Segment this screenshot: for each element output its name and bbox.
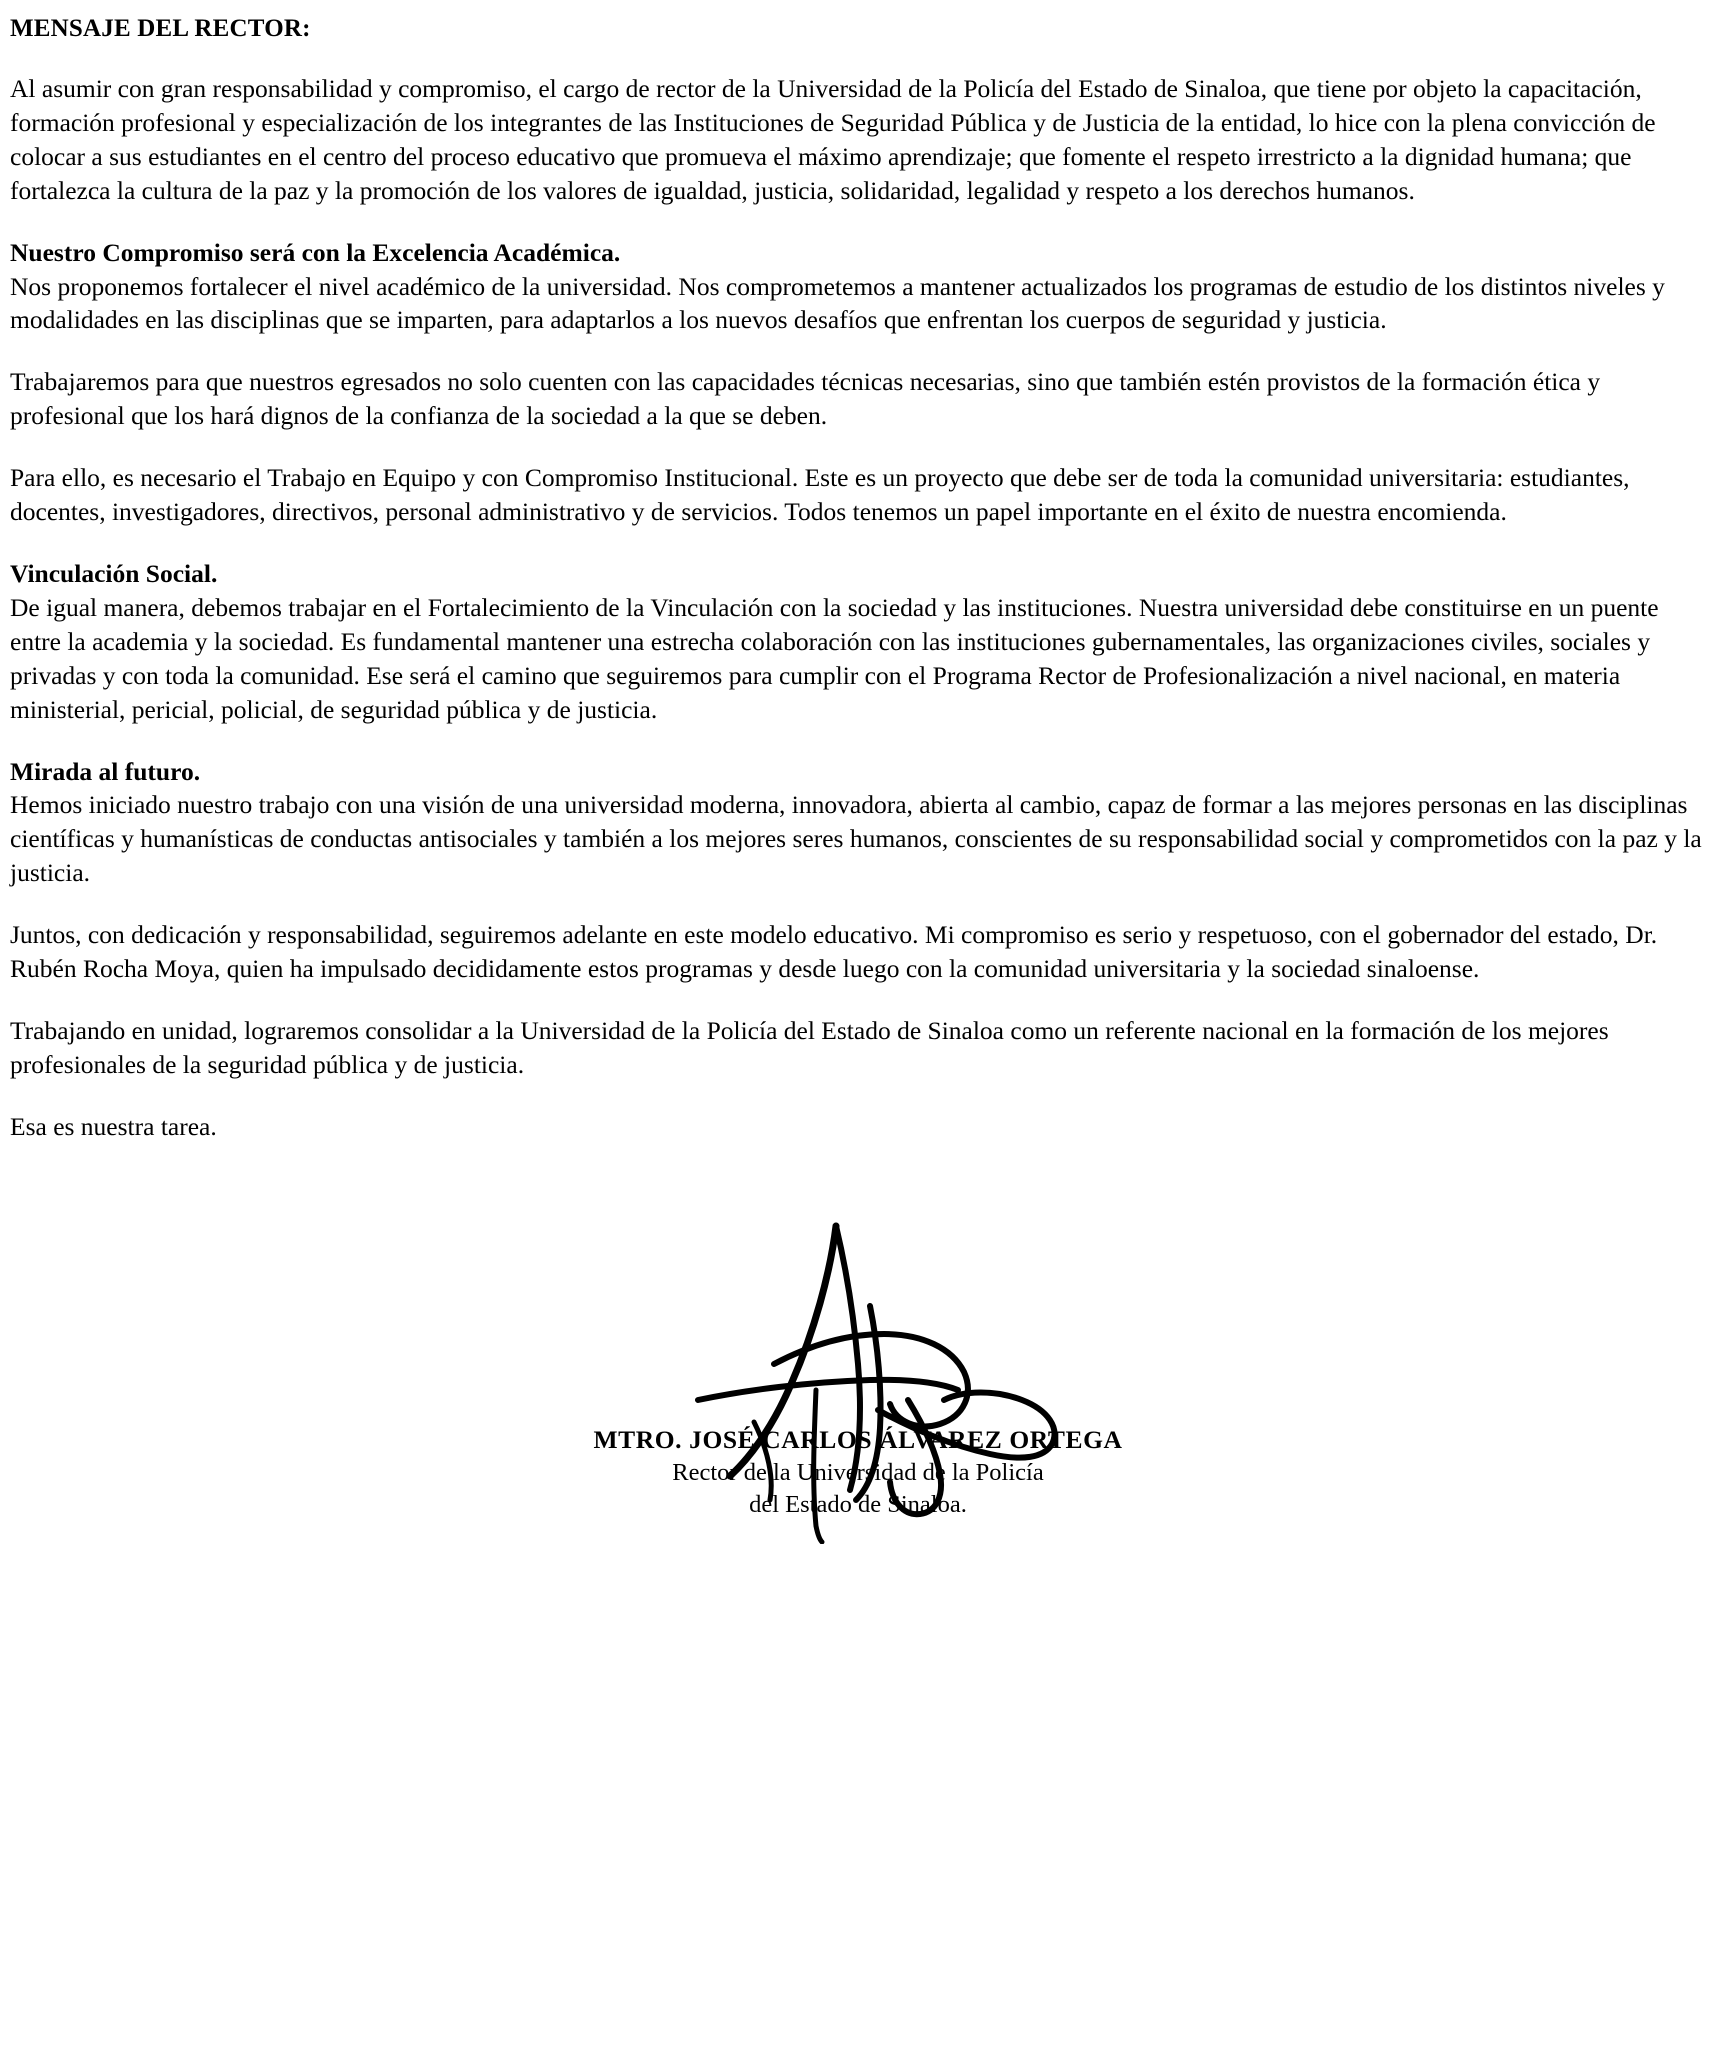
signature-mark bbox=[10, 1214, 1706, 1424]
section-paragraph: Trabajando en unidad, lograremos consolidar a la Universidad de la Policía del Estado de Sinaloa como un referente nacional en la formación de los mejores profesionales de la seguridad pública y de justicia. bbox=[10, 1015, 1609, 1079]
section-paragraph: De igual manera, debemos trabajar en el Fortalecimiento de la Vinculación con la sociedad y las instituciones. Nuestra universidad debe constituirse en un puente entre la academia y la sociedad. Es fundamental mantener una estrecha colaboración con las instituciones gubernamentales, las organizaciones civiles, sociales y privadas y con toda la comunidad. Ese será el camino que seguiremos para cumplir con el Programa Rector de Profesionalización a nivel nacional, en materia ministerial, pericial, policial, de seguridad pública y de justicia. bbox=[10, 592, 1659, 724]
section-vinculacion-social bbox=[10, 557, 1706, 727]
section-paragraph: Para ello, es necesario el Trabajo en Equipo y con Compromiso Institucional. Este es un proyecto que debe ser de toda la comunidad universitaria: estudiantes, docentes, investigadores, directivos, personal administrativo y de servicios. Todos tenemos un papel importante en el éxito de nuestra encomienda. bbox=[10, 463, 1630, 527]
signer-role-line-2: del Estado de Sinaloa. bbox=[749, 1491, 967, 1519]
page-title: MENSAJE DEL RECTOR: bbox=[10, 15, 311, 42]
section-heading: Mirada al futuro. bbox=[10, 756, 201, 786]
section-paragraph: Nos proponemos fortalecer el nivel académico de la universidad. Nos comprometemos a mantener actualizados los programas de estudio de los distintos niveles y modalidades en las disciplinas que se imparten, para adaptarlos a los nuevos desafíos que enfrentan los cuerpos de seguridad y justicia. bbox=[10, 271, 1665, 335]
closing-paragraph: Esa es nuestra tarea. bbox=[10, 1111, 217, 1141]
section-heading: Vinculación Social. bbox=[10, 558, 218, 588]
section-paragraph: Trabajaremos para que nuestros egresados no solo cuenten con las capacidades técnicas necesarias, sino que también estén provistos de la formación ética y profesional que los hará dignos de la confianza de la sociedad a la que se deben. bbox=[10, 367, 1601, 431]
section-heading: Nuestro Compromiso será con la Excelencia Académica. bbox=[10, 237, 621, 267]
signer-name: MTRO. JOSÉ CARLOS ÁLVAREZ ORTEGA bbox=[593, 1424, 1123, 1454]
signature-block bbox=[10, 1214, 1706, 1521]
intro-paragraph: Al asumir con gran responsabilidad y compromiso, el cargo de rector de la Universidad de la Policía del Estado de Sinaloa, que tiene por objeto la capacitación, formación profesional y especialización de los integrantes de las Instituciones de Seguridad Pública y de Justicia de la entidad, lo hice con la plena convicción de colocar a sus estudiantes en el centro del proceso educativo que promueva el máximo aprendizaje; que fomente el respeto irrestricto a la dignidad humana; que fortalezca la cultura de la paz y la promoción de los valores de igualdad, justicia, solidaridad, legalidad y respeto a los derechos humanos. bbox=[10, 74, 1656, 205]
section-paragraph: Hemos iniciado nuestro trabajo con una visión de una universidad moderna, innovadora, abierta al cambio, capaz de formar a las mejores personas en las disciplinas científicas y humanísticas de conductas antisociales y también a los mejores seres humanos, conscientes de su responsabilidad social y comprometidos con la paz y la justicia. bbox=[10, 790, 1702, 888]
section-mirada-al-futuro bbox=[10, 755, 1706, 891]
signer-role-line-1: Rector de la Universidad de la Policía bbox=[672, 1458, 1044, 1486]
section-paragraph: Juntos, con dedicación y responsabilidad, seguiremos adelante en este modelo educativo. Mi compromiso es serio y respetuoso, con el gobernador del estado, Dr. Rubén Rocha Moya, quien ha impulsado decididamente estos programas y desde luego con la comunidad universitaria y la sociedad sinaloense. bbox=[10, 920, 1658, 984]
section-excelencia-academica bbox=[10, 236, 1706, 338]
